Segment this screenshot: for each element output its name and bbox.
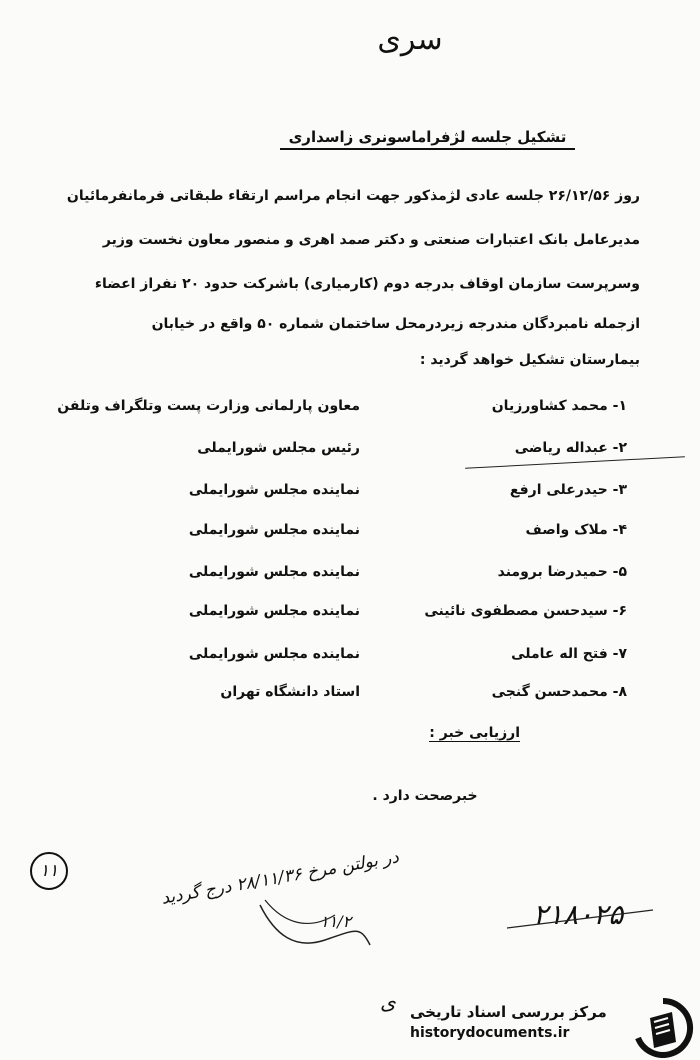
assessment-label: ارزیابی خبر : [429, 725, 520, 741]
member-title: نماینده مجلس شورایملی [188, 603, 360, 619]
member-name: ۶- سیدحسن مصطفوی نائینی [424, 603, 627, 619]
member-name: ۱- محمد کشاورزیان [491, 398, 627, 414]
paragraph-line: ازجمله نامبردگان مندرجه زیردرمحل ساختمان شماره ۵۰ واقع در خیابان [151, 316, 640, 332]
archive-url: historydocuments.ir [410, 1025, 570, 1041]
handwritten-note: در بولتن مرخ ۲۸/۱۱/۳۶ درج گردید [159, 847, 401, 909]
paragraph-line: وسرپرست سازمان اوقاف بدرجه دوم (کارمیاری) باشرکت حدود ۲۰ نفراز اعضاء [94, 276, 640, 292]
member-title: نماینده مجلس شورایملی [188, 646, 360, 662]
member-title: نماینده مجلس شورایملی [188, 564, 360, 580]
handwritten-mark: ی [380, 990, 396, 1014]
handwritten-underline [465, 456, 685, 469]
member-name: ۲- عبداله ریاضی [514, 440, 627, 456]
member-title: نماینده مجلس شورایملی [188, 482, 360, 498]
paragraph-line: بیمارستان تشکیل خواهد گردید : [419, 352, 640, 368]
member-title: استاد دانشگاه تهران [220, 684, 360, 700]
archive-watermark [410, 1003, 607, 1041]
member-title: معاون پارلمانی وزارت پست وتلگراف وتلفن [57, 398, 360, 414]
member-name: ۴- ملاک واصف [525, 522, 627, 538]
classification-stamp: سری [377, 22, 443, 57]
member-title: رئیس مجلس شورایملی [197, 440, 360, 456]
member-title: نماینده مجلس شورایملی [188, 522, 360, 538]
page-number-circle: ۱۱ [30, 852, 68, 890]
member-name: ۷- فتح اله عاملی [511, 646, 627, 662]
paragraph-line: مدیرعامل بانک اعتبارات صنعتی و دکتر صمد اهری و منصور معاون نخست وزیر [102, 232, 640, 248]
archive-logo-icon [632, 998, 694, 1058]
paragraph-line: روز ۲۶/۱۲/۵۶ جلسه عادی لژمذکور جهت انجام مراسم ارتقاء طبقاتی فرمانفرمائیان [66, 188, 640, 204]
handwritten-date: ۱۱/۲ [320, 912, 352, 931]
member-name: ۸- محمدحسن گنجی [491, 684, 627, 700]
archive-number-underline [505, 904, 655, 934]
member-name: ۳- حیدرعلی ارفع [509, 482, 627, 498]
archive-name: مرکز بررسی اسناد تاریخی [410, 1003, 607, 1021]
member-name: ۵- حمیدرضا برومند [497, 564, 627, 580]
handwritten-archive-number: ۲۱۸۰۲۵ [532, 898, 624, 931]
handwritten-scribble [255, 895, 375, 955]
document-heading: تشکیل جلسه لژفراماسونری زاسداری [280, 128, 575, 150]
assessment-text: خبرصحت دارد . [372, 788, 478, 804]
